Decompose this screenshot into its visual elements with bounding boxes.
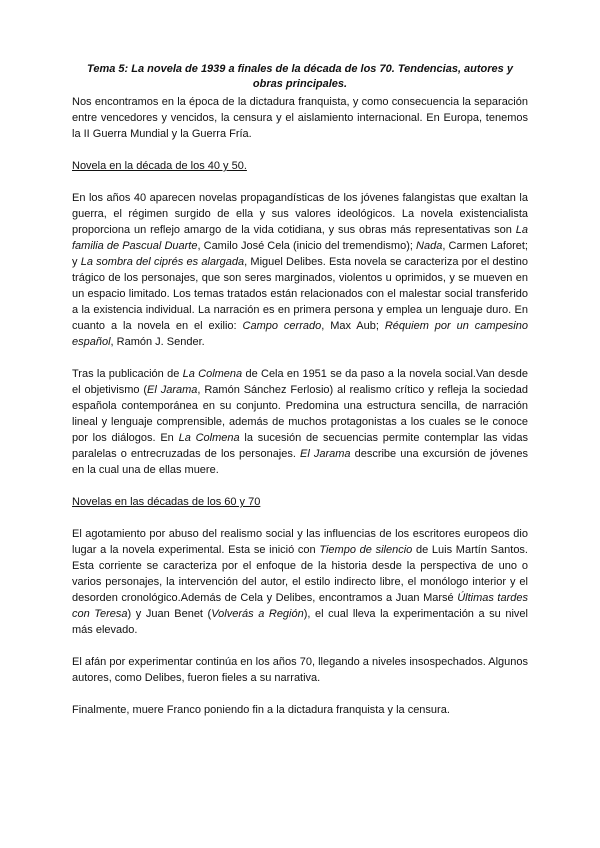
paragraph (72, 94, 528, 142)
work-title: Tiempo de silencio (319, 544, 413, 556)
work-title: Campo cerrado (242, 320, 322, 332)
document-page (72, 62, 528, 734)
text-run: Finalmente, muere Franco poniendo fin a la dictadura franquista y la censura. (72, 704, 450, 716)
work-title: El Jarama (300, 448, 351, 460)
paragraph (72, 654, 528, 686)
document-title: Tema 5: La novela de 1939 a finales de la década de los 70. Tendencias, autores y obras principales. (87, 63, 513, 90)
section-heading (72, 158, 528, 174)
paragraph (72, 366, 528, 478)
text-run: , Miguel Delibes. Esta novela se caracteriza por el destino trágico de los personajes, que son seres marginados, violentos u oprimidos, y se mueven en un espacio limitado. Los temas tratados están relacionados con el malestar social transferido a la existencia individual. La narración es en primera persona y emplea un lenguaje duro. En cuanto a la novela en el exilio: (72, 256, 528, 332)
section-heading (72, 494, 528, 510)
work-title: Volverás a Región (211, 608, 304, 620)
paragraph (72, 190, 528, 350)
work-title: La familia de Pascual Duarte (72, 224, 528, 252)
text-run: de Luis Martín Santos. Esta corriente se caracteriza por el enfoque de la historia desde la perspectiva de uno o varios personajes, la intervención del autor, el estilo indirecto libre, el monólogo interior y el desorden cronológico.Además de Cela y Delibes, encontramos a Juan Marsé (72, 544, 528, 604)
text-run: ) y Juan Benet ( (127, 608, 212, 620)
work-title: Últimas tardes con Teresa (72, 592, 528, 620)
text-run: Tras la publicación de (72, 368, 183, 380)
text-run: , Ramón J. Sender. (110, 336, 205, 348)
text-run: Novelas en las décadas de los 60 y 70 (72, 496, 261, 508)
text-run: , Carmen Laforet; y (72, 240, 528, 268)
text-run: En los años 40 aparecen novelas propagandísticas de los jóvenes falangistas que exaltan la guerra, el régimen surgido de ella y sus valores ideológicos. La novela existencialista proporciona un reflejo amargo de la vida cotidiana, y sus obras más representativas son (72, 192, 528, 236)
text-run: Novela en la década de los 40 y 50. (72, 160, 247, 172)
work-title: Nada (416, 240, 443, 252)
text-run: ), el cual lleva la experimentación a su nivel más elevado. (72, 608, 528, 636)
work-title: La sombra del ciprés es alargada (80, 256, 245, 268)
text-run: de Cela en 1951 se da paso a la novela social.Van desde el objetivismo ( (72, 368, 528, 396)
text-run: , Camilo José Cela (inicio del tremendismo); (197, 240, 417, 252)
text-run: Nos encontramos en la época de la dictadura franquista, y como consecuencia la separación entre vencedores y vencidos, la censura y el aislamiento internacional. En Europa, tenemos la II Guerra Mundial y la Guerra Fría. (72, 96, 528, 140)
paragraph (72, 702, 528, 718)
text-run: describe una excursión de jóvenes en la cual una de ellas muere. (72, 448, 528, 476)
text-run: , Ramón Sánchez Ferlosio) al realismo crítico y refleja la sociedad española contemporánea en su conjunto. Predomina una estructura sencilla, de narración lineal y lenguaje comprensible, además de muchos protagonistas a los cuales se le conoce por los diálogos. En (72, 384, 528, 444)
text-run: la sucesión de secuencias permite contemplar las vidas paralelas o entrecruzadas de los personajes. (72, 432, 528, 460)
text-run: El afán por experimentar continúa en los años 70, llegando a niveles insospechados. Algunos autores, como Delibes, fueron fieles a su narrativa. (72, 656, 528, 684)
paragraph (72, 526, 528, 638)
work-title: El Jarama (147, 384, 198, 396)
work-title: La Colmena (178, 432, 240, 444)
text-run: , Max Aub; (321, 320, 385, 332)
document-body (72, 94, 528, 718)
work-title: La Colmena (182, 368, 243, 380)
text-run: El agotamiento por abuso del realismo social y las influencias de los escritores europeos dio lugar a la novela experimental. Esta se inició con (72, 528, 528, 556)
work-title: Réquiem por un campesino español (72, 320, 528, 348)
